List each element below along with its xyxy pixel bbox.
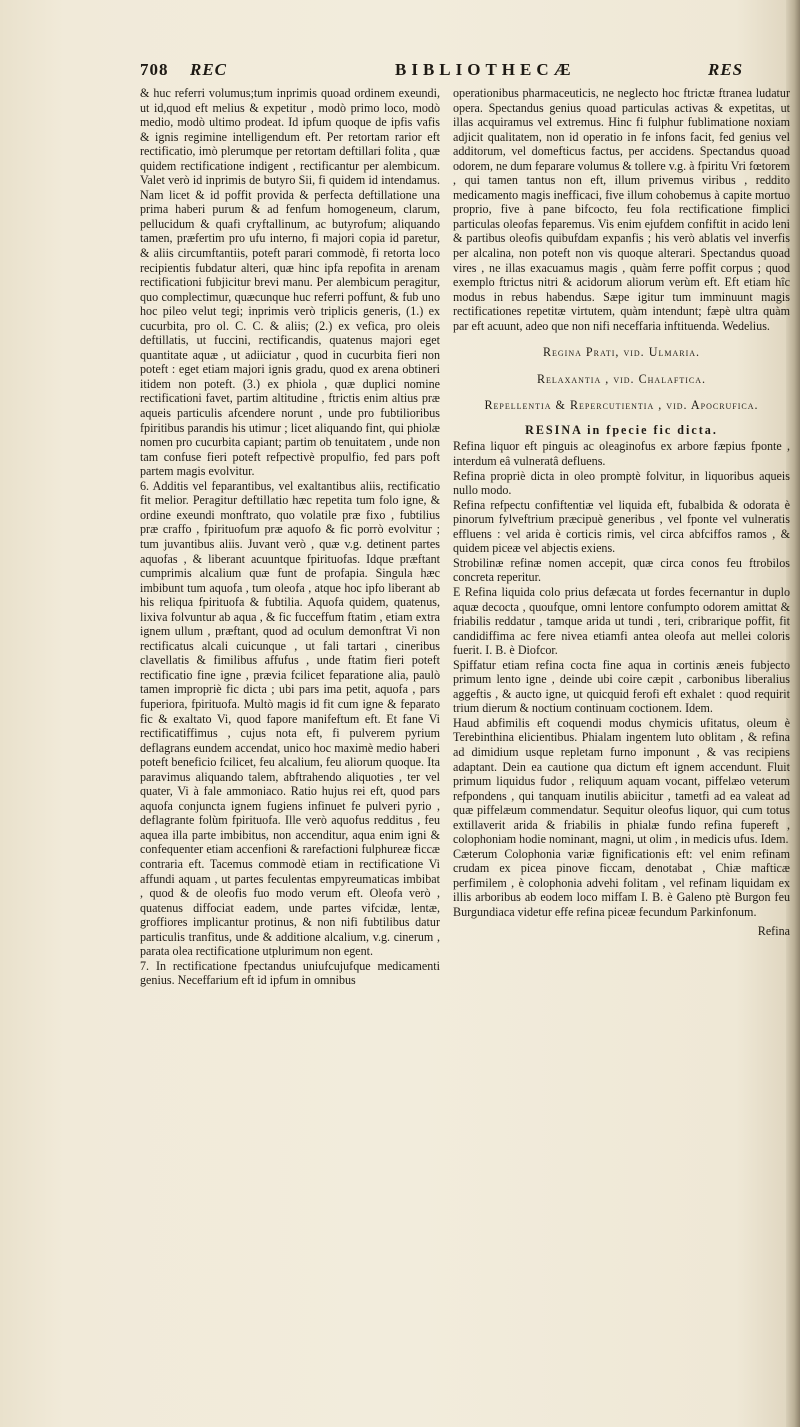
cross-reference-entry: Regina Prati, vid. Ulmaria.	[542, 345, 701, 360]
paragraph: Refina propriè dicta in oleo promptè folvitur, in liquoribus aqueis nullo modo.	[453, 468, 790, 498]
cross-reference-entry: Relaxantia , vid. Chalaftica.	[536, 371, 707, 386]
paragraph: Spiffatur etiam refina cocta fine aqua in cortinis æneis fubjecto primum lento igne , deinde ubi coire cæpit , carbonibus liberalius aggeftis , & aucto igne, ut quicquid ferofi eft exhalet : quod requirit trium dierum & noctium continuam coctionem. Idem.	[453, 657, 790, 716]
left-column	[140, 86, 440, 988]
paragraph: & huc referri volumus;tum inprimis quoad ordinem exeundi, ut id,quod eft melius & expetitur , modò primo loco, modò medio, modò ultimo prodeat. Id ipfum quoque de ipfis vafis & ignis regimine intelligendum eft. Per retortam rarior eft rectificatio, imò plerumque per retortam deftillari folita , quæ quidem rectificatione indigent , rectificantur per alembicum. Valet verò id inprimis de butyro Sii, fi quidem id intendamus. Nam licet & id poffit provida & perfecta deftillatione una prima haberi purum & ad fenfum homogeneum, clarum, pellucidum & quafi cryftallinum, ac butyrofum; aliquando tamen, præfertim pro ufu interno, fi majori copia id paretur, & aliis circumftantiis, poteft parari commodè, fi retorta loco recipientis fubdatur alteri, quæ hinc ipfa repofita in arenam rectificationi fubjicitur brevi manu. Per alembicum peragitur, quo complectimur, quæcunque huc referri poffunt, & fub uno hoc pileo velut tegi; inprimis verò triplicis generis, (1.) ex cucurbita, pro ol. C. C. & aliis; (2.) ex vefica, pro oleis deftillatis, ut fuccini, rectificandis, quatenus majori eget quantitate aquæ , ut adiiciatur , quod in cucurbita fieri non poteft : eget etiam majori ignis gradu, quod ex arena obtineri itidem non poteft. (3.) ex phiola , quæ duplici nomine rectificationi favet, partim altitudine , ftrictis enim altius præ aqueis particulis afcendere norunt , unde pro fubtilioribus fpiritibus parandis his utimur ; licet aliquando fint, qui phiolæ nomen pro cucurbita capiant; partim ob tenuitatem , unde non tam confuse fieri poteft refpectivè propulfio, fed pars poft partem magis evolvitur.	[140, 86, 440, 479]
running-header	[140, 60, 790, 84]
running-title: BIBLIOTHECÆ	[395, 60, 576, 79]
paragraph: Refina refpectu confiftentiæ vel liquida eft, fubalbida & odorata è pinorum fylveftrium præcipuè generibus , vel fponte vel vulneratis effluens : vel arida è corticis rimis, vel circa abfciffos ramos , & quidem piceæ vel abjectis exiens.	[453, 497, 790, 556]
right-running-head: RES	[708, 60, 744, 79]
paragraph: operationibus pharmaceuticis, ne neglecto hoc ftrictæ ftranea ludatur opera. Spectandus genius quoad particulas activas & expetitas, ut illas acquiramus vel extremus. Hinc fi fulphur fublimatione noxiam adjicit qualitatem, non id operatio in fe infons facit, fed genius vel additorum, vel domefticus factus, per accidens. Spectandus quoad odorem, ne dum feparare volumus & tollere v.g. à fpiritu Vri fœtorem , qui tamen tantus non eft, illum privemus viribus , reddito medicamento magis inefficaci, five illum cohobemus à capite mortuo proprio, five à pane bifcocto, feu fola rectificatione fimplici particulas oleofas feparemus. Vis enim ejufdem confiftit in acido leni & partibus oleofis quibufdam expanfis ; his verò ablatis vel inverfis per alcalina, non poteft non vis quoque alterari. Spectandus quoad vires , ne illas exacuamus magis , quàm ferre poffit corpus ; quod exemplo ftrictus nitri & acidorum aliorum verùm eft. Eft etiam hîc modus in rebus habendus. Sæpe igitur tum imminuunt magis rectificationes repetitæ virtutem, quàm intendunt; fæpè ultra quàm par eft acuunt, adeo que non nifi neceffaria inftituenda. Wedelius.	[453, 86, 790, 333]
paragraph: E Refina liquida colo prius defæcata ut fordes fecernantur in duplo aquæ decocta , quoufque, omni lentore confumpto odorem amittat & friabilis reddatur , tamque arida ut tundi , teri, cribrarique poffit, fit candidiffima ac fere nivea etiamfi antea oleofa aut mellei coloris fuerit. I. B. è Diofcor.	[453, 584, 790, 658]
right-column	[453, 86, 790, 938]
paragraph: Cæterum Colophonia variæ fignificationis eft: vel enim refinam crudam ex picea pinove ficcam, denotabat , Chiæ mafticæ perfimilem , è colophonia advehi folitam , vel refinam liquidam ex illis arboribus ab eodem loco miffam I. B. è Galeno ptè Burgon feu Burgundiaca videtur effe refina piceæ fecundum Parkinfonum.	[453, 846, 790, 919]
paragraph: Haud abfimilis eft coquendi modus chymicis ufitatus, oleum è Terebinthina elicientibus. Phialam ingentem luto oblitam , & refina ad dimidium usque repletam furno imponunt , & vas recipiens adaptant. Dein ea cautione qua dictum eft ignem accendunt. Fluit primum liquidus fudor , reliquum aquam vocant, piffelæo veterum refpondens , qui tanquam inutilis abiicitur , tametfi ad ea valeat ad quæ piffelæum commendatur. Sequitur oleofus liquor, qui cum totus extillaverit arida & friabilis in phialæ fundo refina fupereft , colophoniam hodie nominant, magni, ut olim , in medicis ufus. Idem.	[453, 715, 790, 847]
paragraph: Strobilinæ refinæ nomen accepit, quæ circa conos feu ftrobilos concreta reperitur.	[453, 555, 790, 585]
entry-heading: RESINA in fpecie fic dicta.	[525, 422, 718, 437]
paragraph: 6. Additis vel feparantibus, vel exaltantibus aliis, rectificatio fit melior. Peragitur deftillatio hæc repetita tum folo igne, & ordine exeundi monftrato, quo volatile præ fixo , fubtilius præ craffo , fpirituofum præ aquofo & fic porrò evolvitur ; tum juvantibus aliis. Juvant verò , quæ v.g. detinent partes aquofas , & liberant acuuntque fpirituofas. Idque præftant cumprimis alcalium quæ funt de profapia. Singula hæc imbibunt tum aquofa , tum oleofa , atque hoc ipfo liberant ab his reliqua fpirituofa & fubtilia. Aquofa quidem, quatenus, lixiva folvuntur ab aqua , & fic fucceffum ftatim , etiam extra ignem ullum , præftant, quod ad oculum demonftrat Vi non rectificatus alcali cuicunque , ut fali tartari , cineribus clavellatis & fimilibus affufus , unde ftatim fieri poteft rectificatio fine igne , prævia fcilicet feparatione alia, paulò tamen impropriè fic dicta ; ubi pars ima petit, aquofa , pars fuperiora, fpirituofa. Multò magis id fit cum igne & feparato fic & exaltato Vi, quod fapore manifeftum eft. Et fane Vi rectificatiffimus , cujus nota eft, fi pulverem pyrium deflagrans eundem accendat, unico hoc maximè medio haberi poteft beneficio fcilicet, feu alcalium, feu aliorum quoque. Ita paravimus aliquando talem, abftrahendo aliquoties , ter vel quater, Vi à fale ammoniaco. Ratio hujus rei eft, quod pars aquofa conjuncta ignem fugiens infinuet fe pulveri pyrio , deflagrante folùm fpirituofa. Ille verò aquofus redditus , feu aquea illa parte imbibitus, non accenditur, aqua enim igni & confequenter etiam accenfioni & rarefactioni fulphureæ ficcæ contraria eft. Tacemus commodè etiam in rectificatione Vi affundi aquam , ut partes feculentas empyreumaticas imbibat , quod & de oleofis fuo modo verum eft. Oleofa verò , quatenus diffociat eadem, unde partes vifcidæ, lentæ, groffiores implicantur protinus, & non nifi fubtilibus datur particulis tranfitus, unde & additione alcalium, v.g. cinerum , parata olea rectificatione utplurimum non egent.	[140, 478, 440, 959]
catchword: Refina	[757, 923, 790, 938]
left-running-head: REC	[190, 60, 228, 79]
paragraph: 7. In rectificatione fpectandus uniufcujufque medicamenti genius. Neceffarium eft id ipfum in omnibus	[140, 958, 440, 988]
paragraph: Refina liquor eft pinguis ac oleaginofus ex arbore fæpius fponte , interdum eâ vulneratâ defluens.	[453, 439, 790, 469]
page-number: 708	[140, 60, 169, 79]
cross-reference-entry: Repellentia & Repercutientia , vid. Apocrufica.	[484, 398, 759, 413]
